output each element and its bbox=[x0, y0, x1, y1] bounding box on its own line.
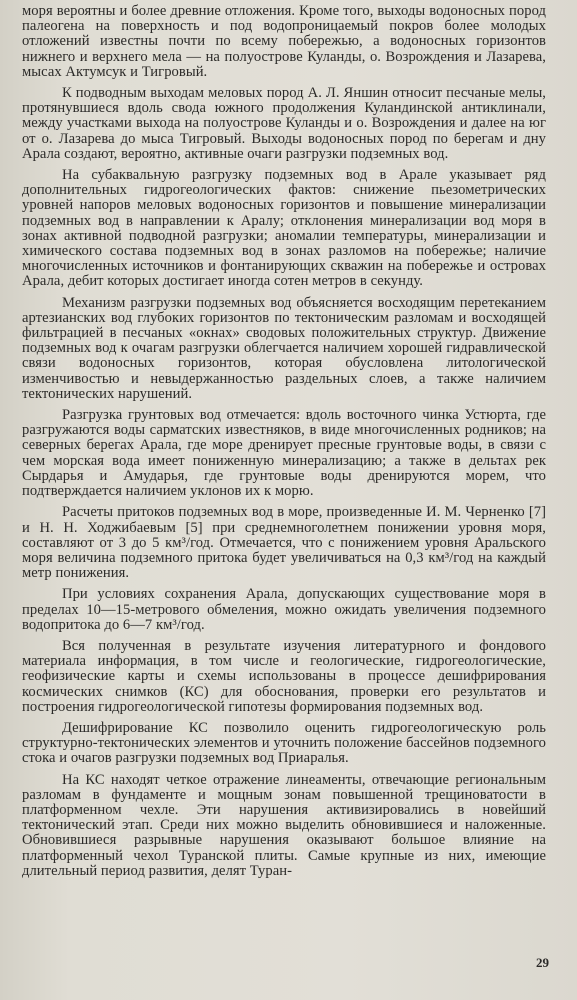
paragraph: На КС находят четкое отражение линеаменты, отвечающие региональным разломам в фундаменте и мощным зонам повышенной трещиноватости в платформенном чехле. Эти нарушения активизировались в новейший тектонический этап. Среди них можно выделить обновившиеся и наложенные. Обновившиеся разрывные нарушения оказывают большое влияние на платформенный чехол Туранской плиты. Самые крупные из них, имеющие длительный период развития, делят Туран- bbox=[22, 771, 546, 879]
paragraph: Расчеты притоков подземных вод в море, произведенные И. М. Черненко [7] и Н. Н. Ходжибаевым [5] при среднемноголетнем понижении уровня моря, составляют от 3 до 5 км³/год. Отмечается, что с понижением уровня Аральского моря величина подземного притока будет увеличиваться на 0,3 км³/год на каждый метр понижения. bbox=[22, 504, 546, 582]
paragraph: На субаквальную разгрузку подземных вод в Арале указывает ряд дополнительных гидрогеологических фактов: снижение пьезометрических уровней напоров меловых водоносных горизонтов и повышение минерализации подземных вод в направлении к Аралу; отклонения минерализации вод моря в зонах активной подводной разгрузки; аномалии температуры, минерализации и химического состава подземных вод в зонах разломов на побережье; наличие многочисленных источников и фонтанирующих скважин на побережье и островах Арала, дебит которых достигает иногда сотен метров в секунду. bbox=[22, 167, 546, 290]
paragraph: При условиях сохранения Арала, допускающих существование моря в пределах 10—15-метрового обмеления, можно ожидать увеличения подземного водопритока до 6—7 км³/год. bbox=[22, 586, 546, 633]
paragraph: Разгрузка грунтовых вод отмечается: вдоль восточного чинка Устюрта, где разгружаются воды сарматских известняков, в виде многочисленных родников; на северных берегах Арала, где море дренирует пресные грунтовые воды, в связи с чем морская вода имеет пониженную минерализацию; а также в дельтах рек Сырдарья и Амударья, где грунтовые воды дренируются морем, что подтверждается наличием уклонов их к морю. bbox=[22, 407, 546, 500]
paragraph: Дешифрирование КС позволило оценить гидрогеологическую роль структурно-тектонических элементов и уточнить положение бассейнов подземного стока и очагов разгрузки подземных вод Приаралья. bbox=[22, 719, 546, 767]
page-number: 29 bbox=[536, 955, 549, 970]
paragraph: К подводным выходам меловых пород А. Л. Яншин относит песчаные мелы, протянувшиеся вдоль свода южного продолжения Куландинской антиклинали, между участками выхода на полуострове Куланды и о. Возрождения и далее на юг от о. Лазарева до мыса Тигровый. Выходы водоносных пород по берегам и дну Арала создают, вероятно, активные очаги разгрузки подземных вод. bbox=[22, 85, 546, 162]
paragraph: моря вероятны и более древние отложения. Кроме того, выходы водоносных пород палеогена на поверхность и под водопроницаемый покров более молодых отложений известны почти по всему побережью, а водоносных горизонтов нижнего и верхнего мела — на полуострове Куланды, о. Возрождения и Лазарева, мысах Актумсук и Тигровый. bbox=[22, 3, 546, 80]
paragraph: Механизм разгрузки подземных вод объясняется восходящим перетеканием артезианских вод глубоких горизонтов по тектоническим разломам и восходящей фильтрацией в песчаных «окнах» сводовых положительных структур. Движение подземных вод к очагам разгрузки облегчается наличием хорошей гидравлической связи водоносных горизонтов, которая обусловлена литологической изменчивостью и невыдержанностью раздельных слоев, а также наличием тектонических нарушений. bbox=[22, 294, 546, 402]
paragraph: Вся полученная в результате изучения литературного и фондового материала информация, в том числе и геологические, гидрогеологические, геофизические карты и схемы использованы в процессе дешифрирования космических снимков (КС) для обоснования, проверки его результатов и построения гидрогеологической гипотезы формирования подземных вод. bbox=[22, 637, 546, 715]
body-text bbox=[22, 4, 546, 885]
